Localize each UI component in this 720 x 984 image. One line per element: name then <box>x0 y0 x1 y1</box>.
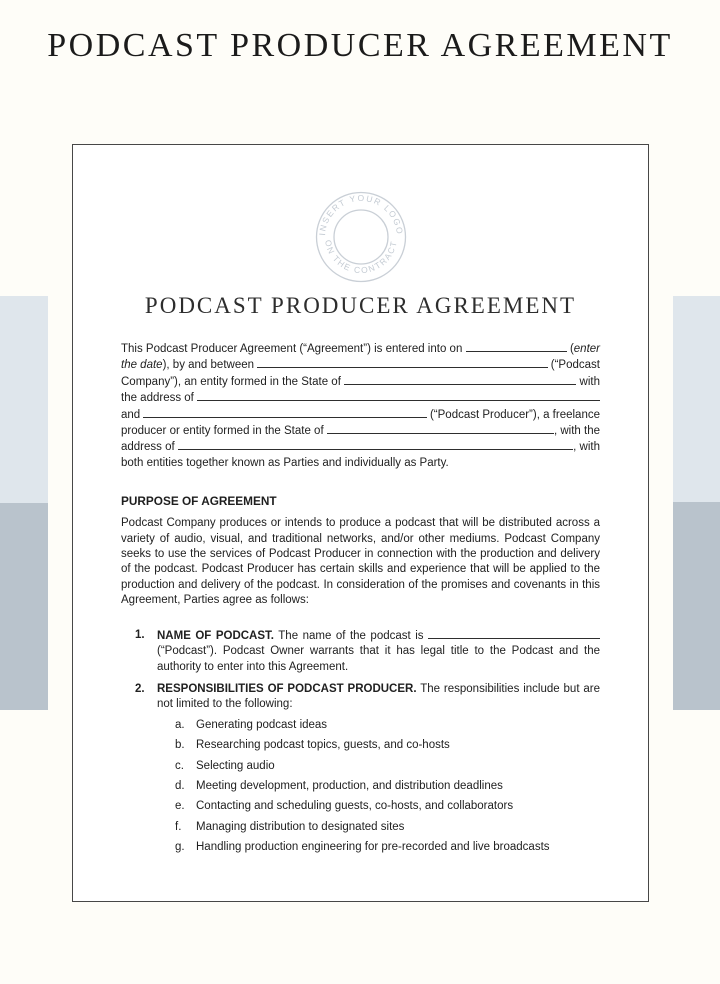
sub-item <box>175 840 600 855</box>
text-run: ( <box>566 343 574 355</box>
intro-line <box>121 390 600 406</box>
text-run: Company”), an entity formed in the State of <box>121 375 345 388</box>
sub-item-letter: e. <box>175 800 185 813</box>
stamp-arc-top-text: INSERT YOUR LOGO <box>316 192 405 236</box>
accent-band-left-dark <box>0 503 48 710</box>
text-run: (“Podcast <box>547 359 600 372</box>
accent-band-right-dark <box>673 502 720 710</box>
accent-band-right-light <box>673 296 720 502</box>
text-run: the address of <box>121 392 198 405</box>
text-run: , with <box>573 441 600 454</box>
blank-line <box>327 423 554 434</box>
text-run: (“Podcast”). Podcast Owner warrants that it has legal title to the Podcast and the authority to enter into this Agreement. <box>157 645 600 673</box>
bold-text: NAME OF PODCAST. <box>157 629 274 642</box>
sub-item-list <box>175 718 600 856</box>
document-screenshot <box>0 24 720 984</box>
sub-item-letter: d. <box>175 779 185 792</box>
item-content <box>157 628 600 675</box>
sub-item-letter: a. <box>175 718 185 731</box>
sub-item-text: Generating podcast ideas <box>196 718 328 731</box>
agreement-items <box>135 628 600 861</box>
text-run: (“Podcast Producer”), a freelance <box>426 408 600 421</box>
intro-line <box>121 456 600 471</box>
item-number: 2. <box>135 682 145 695</box>
text-run: both entities together known as Parties and individually as Party. <box>121 456 449 469</box>
page-title: PODCAST PRODUCER AGREEMENT <box>47 27 673 64</box>
text-run: This Podcast Producer Agreement (“Agreement”) is entered into on <box>121 343 466 355</box>
sub-item-letter: g. <box>175 841 185 854</box>
text-run: address of <box>121 441 178 454</box>
sub-item-text: Handling production engineering for pre-recorded and live broadcasts <box>196 841 550 854</box>
agreement-item <box>135 682 600 861</box>
text-run: The name of the podcast is <box>273 629 429 642</box>
sub-item-text: Selecting audio <box>196 759 275 772</box>
blank-line <box>143 407 426 418</box>
document-page <box>72 144 649 902</box>
stamp-arc-bottom-text: ON THE CONTRACT <box>322 238 399 276</box>
sub-item-text: Meeting development, production, and distribution deadlines <box>196 779 503 792</box>
text-run: The responsibilities include but are not limited to the following: <box>157 682 601 711</box>
purpose-heading: PURPOSE OF AGREEMENT <box>121 494 277 509</box>
italic-text: enter <box>573 343 600 355</box>
intro-line <box>121 357 600 373</box>
sub-item-letter: b. <box>175 739 185 752</box>
item-content <box>157 682 600 861</box>
italic-text: the date <box>121 359 163 372</box>
sub-item <box>175 820 600 835</box>
sub-item-text: Contacting and scheduling guests, co-hosts, and collaborators <box>196 800 514 813</box>
logo-stamp <box>315 191 407 283</box>
sub-item-letter: c. <box>175 759 184 772</box>
purpose-body: Podcast Company produces or intends to produce a podcast that will be distributed across a variety of audio, visual, and traditional networks, and/or other mediums. Podcast Company seeks to use the services of Podcast Producer in connection with the production and delivery of the podcast. Podcast Producer has certain skills and experience that will be applied to the production and delivery of the podcast. In consideration of the promises and covenants in this Agreement, Parties agree as follows: <box>121 517 600 607</box>
text-run: ), by and between <box>162 359 258 372</box>
intro-paragraph <box>121 341 600 471</box>
text-run: producer or entity formed in the State of <box>121 425 327 438</box>
intro-line <box>121 407 600 423</box>
sub-item-letter: f. <box>175 820 182 833</box>
svg-text:INSERT YOUR LOGO <box>317 193 405 236</box>
blank-line <box>344 374 576 385</box>
blank-line <box>178 439 573 450</box>
text-run: , with the <box>553 425 600 438</box>
item-number: 1. <box>135 628 145 641</box>
intro-line <box>121 439 600 455</box>
blank-line <box>257 357 547 368</box>
sub-item <box>175 799 600 814</box>
accent-band-left-light <box>0 296 48 503</box>
intro-line <box>121 423 600 439</box>
agreement-item <box>135 628 600 675</box>
sub-item-text: Researching podcast topics, guests, and co-hosts <box>196 739 450 752</box>
sub-item-text: Managing distribution to designated sites <box>196 820 405 833</box>
sub-item <box>175 738 600 753</box>
sub-item <box>175 759 600 774</box>
sub-item <box>175 779 600 794</box>
intro-line <box>121 374 600 390</box>
blank-line <box>428 628 600 639</box>
bold-text: RESPONSIBILITIES OF PODCAST PRODUCER. <box>157 682 417 695</box>
text-run: and <box>121 408 144 421</box>
document-title: PODCAST PRODUCER AGREEMENT <box>144 293 577 318</box>
sub-item <box>175 718 600 733</box>
intro-line <box>121 341 600 357</box>
stamp-circle-icon <box>315 191 407 283</box>
blank-line <box>466 341 567 352</box>
blank-line <box>197 390 600 401</box>
text-run: with <box>576 375 600 388</box>
